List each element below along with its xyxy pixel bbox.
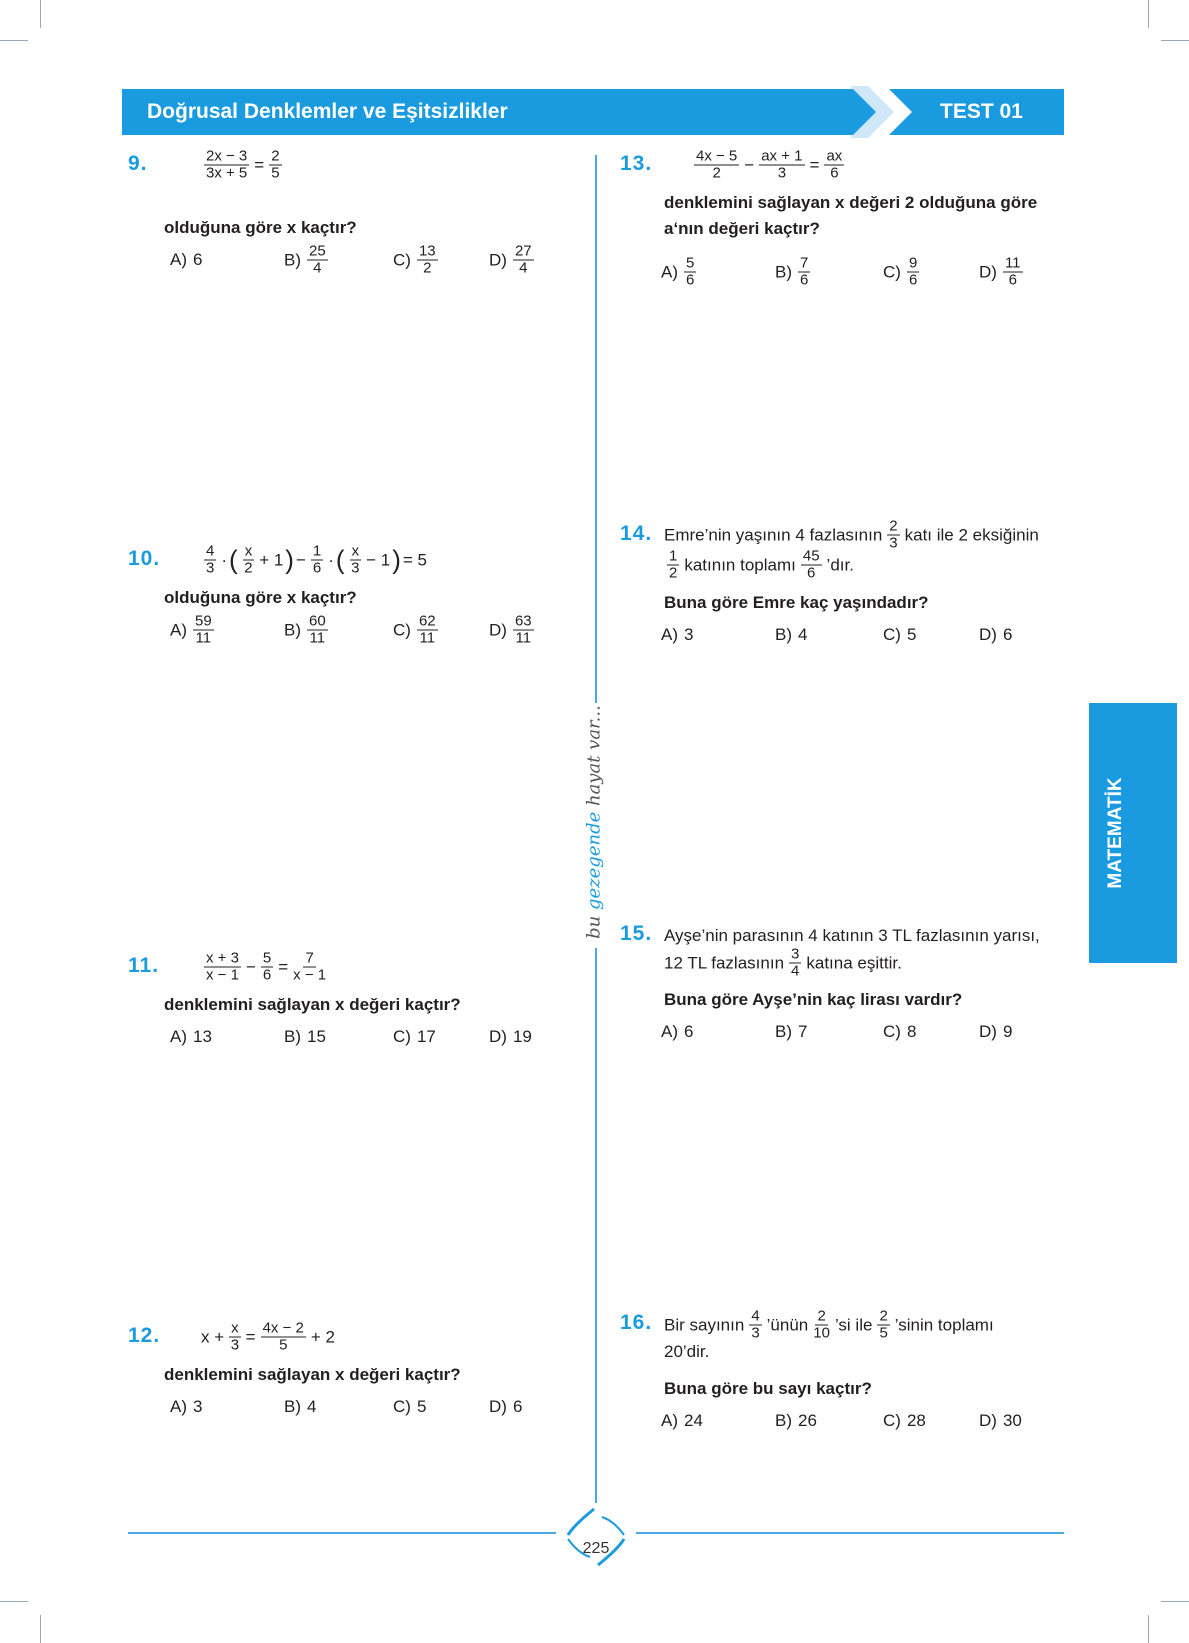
fraction <box>307 614 328 647</box>
column-divider <box>595 948 597 1503</box>
option-letter: B) <box>284 1397 301 1416</box>
denominator: 4 <box>519 259 528 277</box>
answer-option-d[interactable] <box>979 1411 1023 1431</box>
denominator: 3 <box>777 164 787 182</box>
denominator: 6 <box>908 271 918 289</box>
slogan <box>584 705 605 939</box>
answer-option-b[interactable] <box>284 1027 327 1047</box>
numerator: 11 <box>1004 254 1021 272</box>
fraction <box>667 549 679 582</box>
option-letter: C) <box>883 1022 901 1041</box>
numerator: 2 <box>817 1307 826 1325</box>
question-prompt <box>163 218 358 238</box>
denominator: 11 <box>515 629 532 647</box>
expr-text: = <box>278 957 289 976</box>
numerator: 1 <box>312 542 322 560</box>
fraction <box>798 256 810 289</box>
answer-option-a[interactable] <box>170 250 203 270</box>
denominator: x − 1 <box>293 966 327 984</box>
numerator: 60 <box>309 612 326 630</box>
expr-text: 6 <box>1002 625 1013 644</box>
denominator: x − 1 <box>206 966 239 984</box>
question-prompt <box>663 593 930 613</box>
expr-text: = <box>245 1327 256 1346</box>
numerator: 1 <box>669 547 678 565</box>
expr-text: Ayşe’nin parasının 4 katının 3 TL fazlasının yarısı, <box>664 926 1040 945</box>
question-text <box>200 149 286 182</box>
option-letter: C) <box>883 262 901 281</box>
expr-text: katının toplamı <box>684 555 796 574</box>
question-text <box>663 926 1041 946</box>
expr-text: 6 <box>512 1397 523 1416</box>
answer-option-a[interactable] <box>661 625 694 645</box>
denominator: 5 <box>279 1336 288 1354</box>
crop-mark <box>40 1615 41 1643</box>
expr-text: Bir sayının <box>664 1315 745 1334</box>
question-text <box>663 1309 995 1342</box>
denominator: 4 <box>791 962 800 980</box>
question-text <box>200 1321 336 1354</box>
numerator: 62 <box>418 612 436 630</box>
expr-text: − <box>744 155 755 174</box>
answer-option-a[interactable] <box>661 256 700 289</box>
expr-text: · <box>221 550 228 569</box>
answer-option-a[interactable] <box>661 1022 694 1042</box>
expr-text: ’dır. <box>826 555 854 574</box>
expr-text: ’ünün <box>766 1315 809 1334</box>
expr-text: 5 <box>906 625 917 644</box>
answer-option-c[interactable] <box>393 1027 437 1047</box>
option-letter: D) <box>489 1027 507 1046</box>
expr-text: − <box>245 957 256 976</box>
denominator: 5 <box>271 164 280 182</box>
answer-option-c[interactable] <box>883 1411 927 1431</box>
denominator: 6 <box>686 271 695 289</box>
question-number: 11. <box>128 954 160 977</box>
question-prompt <box>663 193 1038 213</box>
fraction <box>269 149 281 182</box>
option-letter: A) <box>170 620 187 639</box>
option-letter: D) <box>489 620 507 639</box>
expr-text: ’sinin toplamı <box>894 1315 994 1334</box>
option-letter: D) <box>979 1022 997 1041</box>
crop-mark <box>0 40 28 41</box>
expr-text: ( <box>335 544 345 575</box>
answer-option-b[interactable] <box>775 625 808 645</box>
expr-text: katına eşittir. <box>806 953 902 972</box>
numerator: 3 <box>791 945 800 963</box>
expr-text: + 1 <box>259 550 284 569</box>
question-number: 14. <box>620 522 653 545</box>
numerator: 27 <box>514 242 532 260</box>
numerator: 9 <box>908 254 918 272</box>
fraction <box>887 519 899 552</box>
option-letter: B) <box>775 625 792 644</box>
expr-text: 6 <box>684 1022 694 1041</box>
fraction <box>229 1321 241 1354</box>
denominator: 3 <box>230 1336 240 1354</box>
crop-mark <box>40 0 41 28</box>
question-number: 16. <box>620 1311 653 1334</box>
option-letter: C) <box>393 1397 411 1416</box>
subject-label: MATEMATİK <box>1105 777 1126 889</box>
expr-text: 4 <box>307 1397 317 1416</box>
option-letter: B) <box>775 1022 792 1041</box>
denominator: 2 <box>712 164 721 182</box>
numerator: ax <box>826 147 843 165</box>
option-letter: D) <box>489 250 507 269</box>
option-letter: C) <box>393 1027 411 1046</box>
numerator: 25 <box>309 242 326 260</box>
denominator: 6 <box>800 271 809 289</box>
option-letter: A) <box>661 1411 678 1430</box>
answer-option-d[interactable] <box>979 1022 1013 1042</box>
expr-text: 3 <box>684 625 694 644</box>
fraction <box>694 149 739 182</box>
footer-line <box>128 1532 556 1534</box>
fraction <box>824 149 844 182</box>
expr-text: 3 <box>193 1397 203 1416</box>
question-number: 9. <box>128 152 148 175</box>
answer-option-d[interactable] <box>979 256 1027 289</box>
denominator: 3 <box>751 1324 760 1342</box>
answer-option-d[interactable] <box>489 614 538 647</box>
denominator: 11 <box>195 629 212 647</box>
question-prompt <box>663 219 821 239</box>
expr-text: Buna göre Ayşe’nin kaç lirası vardır? <box>664 990 963 1009</box>
expr-text: 7 <box>798 1022 808 1041</box>
crop-mark <box>1161 1601 1189 1602</box>
answer-option-b[interactable] <box>284 1397 317 1417</box>
page-number: 225 <box>582 1540 610 1557</box>
expr-text: denklemini sağlayan x değeri 2 olduğuna göre <box>664 193 1038 212</box>
fraction <box>877 1309 889 1342</box>
denominator: 11 <box>309 629 326 647</box>
expr-text: denklemini sağlayan x değeri kaçtır? <box>164 995 461 1014</box>
denominator: 2 <box>423 259 432 277</box>
fraction <box>1003 256 1023 289</box>
denominator: 6 <box>807 564 816 582</box>
slogan-part: gezegende <box>583 811 605 911</box>
expr-text: 20’dir. <box>664 1342 710 1361</box>
expr-text: + 2 <box>310 1327 335 1346</box>
expr-text: 4 <box>798 625 808 644</box>
answer-option-c[interactable] <box>883 625 917 645</box>
expr-text: 8 <box>906 1022 917 1041</box>
fraction <box>204 544 216 577</box>
answer-option-b[interactable] <box>775 1411 818 1431</box>
option-letter: D) <box>489 1397 507 1416</box>
option-letter: B) <box>284 620 301 639</box>
answer-option-d[interactable] <box>489 1397 523 1417</box>
crop-mark <box>1161 40 1189 41</box>
slogan-part: hayat var... <box>583 705 605 812</box>
question-number: 12. <box>128 1324 161 1347</box>
answer-option-c[interactable] <box>883 256 923 289</box>
expr-text: − 1 <box>366 550 391 569</box>
expr-text: 12 TL fazlasının <box>664 953 785 972</box>
expr-text: 30 <box>1002 1411 1022 1430</box>
expr-text: 24 <box>684 1411 703 1430</box>
expr-text: 19 <box>512 1027 532 1046</box>
fraction <box>204 149 249 182</box>
fraction <box>417 244 438 277</box>
question-prompt <box>663 1379 873 1399</box>
expr-text: olduğuna göre x kaçtır? <box>164 218 357 237</box>
numerator: x <box>351 542 360 560</box>
fraction <box>293 951 326 984</box>
question-text <box>690 149 848 182</box>
numerator: 2 <box>879 1307 888 1325</box>
option-letter: B) <box>284 1027 301 1046</box>
expr-text: denklemini sağlayan x değeri kaçtır? <box>164 1365 461 1384</box>
numerator: x + 3 <box>206 949 239 967</box>
answer-option-c[interactable] <box>883 1022 917 1042</box>
option-letter: A) <box>170 1397 187 1416</box>
question-text <box>200 544 428 577</box>
answer-option-b[interactable] <box>775 1022 808 1042</box>
denominator: 10 <box>813 1324 830 1342</box>
question-text <box>663 549 855 582</box>
option-letter: D) <box>979 625 997 644</box>
question-prompt <box>163 588 358 608</box>
answer-option-c[interactable] <box>393 244 442 277</box>
expr-text: = <box>254 155 265 174</box>
fraction <box>813 1309 830 1342</box>
expr-text: 5 <box>416 1397 427 1416</box>
expr-text: − <box>295 550 306 569</box>
section-title: Doğrusal Denklemler ve Eşitsizlikler <box>147 100 508 123</box>
fraction <box>684 256 696 289</box>
fraction <box>801 549 822 582</box>
expr-text: ) <box>285 544 294 575</box>
numerator: 5 <box>686 254 695 272</box>
answer-option-a[interactable] <box>170 1397 203 1417</box>
numerator: 2 <box>889 517 898 535</box>
expr-text: a‘nın değeri kaçtır? <box>664 219 820 238</box>
denominator: 6 <box>830 164 839 182</box>
numerator: 2 <box>271 147 280 165</box>
expr-text: = <box>809 155 820 174</box>
numerator: 4x − 5 <box>696 147 738 165</box>
numerator: 5 <box>262 949 272 967</box>
denominator: 4 <box>313 259 322 277</box>
expr-text: 17 <box>416 1027 436 1046</box>
question-number: 10. <box>128 547 161 570</box>
fraction <box>513 244 534 277</box>
option-letter: A) <box>170 250 187 269</box>
option-letter: C) <box>883 625 901 644</box>
denominator: 2 <box>244 559 253 577</box>
option-letter: A) <box>661 625 678 644</box>
question-text <box>200 951 330 984</box>
numerator: 4 <box>751 1307 760 1325</box>
answer-option-b[interactable] <box>775 256 814 289</box>
answer-option-d[interactable] <box>979 625 1013 645</box>
numerator: 13 <box>418 242 436 260</box>
answer-option-d[interactable] <box>489 1027 533 1047</box>
answer-option-a[interactable] <box>170 1027 213 1047</box>
question-number: 13. <box>620 152 653 175</box>
expr-text: 6 <box>193 250 203 269</box>
fraction <box>350 544 362 577</box>
option-letter: D) <box>979 262 997 281</box>
question-prompt <box>163 1365 462 1385</box>
expr-text: 28 <box>906 1411 926 1430</box>
numerator: x <box>244 542 253 560</box>
answer-option-a[interactable] <box>661 1411 704 1431</box>
question-number: 15. <box>620 922 653 945</box>
expr-text: 15 <box>307 1027 326 1046</box>
question-prompt <box>163 995 462 1015</box>
numerator: x <box>231 1319 239 1337</box>
denominator: 6 <box>1008 271 1017 289</box>
fraction <box>749 1309 761 1342</box>
option-letter: B) <box>775 1411 792 1430</box>
fraction <box>243 544 255 577</box>
expr-text: = 5 <box>402 550 427 569</box>
option-letter: A) <box>170 1027 187 1046</box>
fraction <box>789 947 801 980</box>
fraction <box>261 1321 306 1354</box>
answer-option-a[interactable] <box>170 614 218 647</box>
fraction <box>417 614 438 647</box>
expr-text: Emre’nin yaşının 4 fazlasının <box>664 525 883 544</box>
slogan-part: bu <box>583 910 605 939</box>
numerator: 7 <box>305 949 314 967</box>
footer-line <box>636 1532 1064 1534</box>
numerator: 2x − 3 <box>206 147 248 165</box>
numerator: 4 <box>206 542 215 560</box>
fraction <box>261 951 273 984</box>
denominator: 3 <box>206 559 215 577</box>
option-letter: C) <box>883 1411 901 1430</box>
answer-option-c[interactable] <box>393 614 442 647</box>
numerator: 45 <box>802 547 820 565</box>
crop-mark <box>0 1601 28 1602</box>
numerator: 59 <box>195 612 212 630</box>
denominator: 11 <box>419 629 436 647</box>
fraction <box>204 951 241 984</box>
numerator: 7 <box>800 254 809 272</box>
question-text <box>663 947 903 980</box>
column-divider <box>595 155 597 703</box>
option-letter: B) <box>775 262 792 281</box>
answer-option-d[interactable] <box>489 244 538 277</box>
expr-text: x + <box>201 1327 225 1346</box>
option-letter: C) <box>393 620 411 639</box>
page-number-ornament-icon <box>564 1505 628 1569</box>
expr-text: · <box>328 550 334 569</box>
answer-option-b[interactable] <box>284 614 332 647</box>
question-text <box>663 1342 710 1362</box>
expr-text: 13 <box>193 1027 212 1046</box>
fraction <box>907 256 919 289</box>
denominator: 3 <box>351 559 360 577</box>
answer-option-c[interactable] <box>393 1397 427 1417</box>
side-tab <box>1089 703 1177 963</box>
expr-text: Buna göre Emre kaç yaşındadır? <box>664 593 929 612</box>
option-letter: B) <box>284 250 301 269</box>
expr-text: ) <box>392 544 401 575</box>
fraction <box>759 149 804 182</box>
crop-mark <box>1148 1615 1149 1643</box>
fraction <box>193 614 214 647</box>
expr-text: Buna göre bu sayı kaçtır? <box>664 1379 872 1398</box>
numerator: 63 <box>514 612 532 630</box>
option-letter: D) <box>979 1411 997 1430</box>
numerator: 4x − 2 <box>262 1319 304 1337</box>
question-text <box>663 519 1040 552</box>
denominator: 6 <box>312 559 322 577</box>
question-prompt <box>663 990 963 1010</box>
denominator: 2 <box>669 564 678 582</box>
answer-option-b[interactable] <box>284 244 332 277</box>
expr-text: 9 <box>1002 1022 1013 1041</box>
fraction <box>513 614 534 647</box>
option-letter: A) <box>661 262 678 281</box>
expr-text: ( <box>229 544 238 575</box>
denominator: 5 <box>879 1324 888 1342</box>
expr-text: katı ile 2 eksiğinin <box>904 525 1039 544</box>
option-letter: C) <box>393 250 411 269</box>
denominator: 3 <box>889 534 898 552</box>
option-letter: A) <box>661 1022 678 1041</box>
expr-text: ’si ile <box>834 1315 873 1334</box>
numerator: ax + 1 <box>761 147 803 165</box>
denominator: 3x + 5 <box>206 164 248 182</box>
crop-mark <box>1148 0 1149 28</box>
fraction <box>307 244 328 277</box>
test-label: TEST 01 <box>940 100 1023 123</box>
fraction <box>311 544 323 577</box>
expr-text: 26 <box>798 1411 817 1430</box>
expr-text: olduğuna göre x kaçtır? <box>164 588 357 607</box>
denominator: 6 <box>262 966 272 984</box>
chevron-decoration-icon <box>850 86 920 138</box>
